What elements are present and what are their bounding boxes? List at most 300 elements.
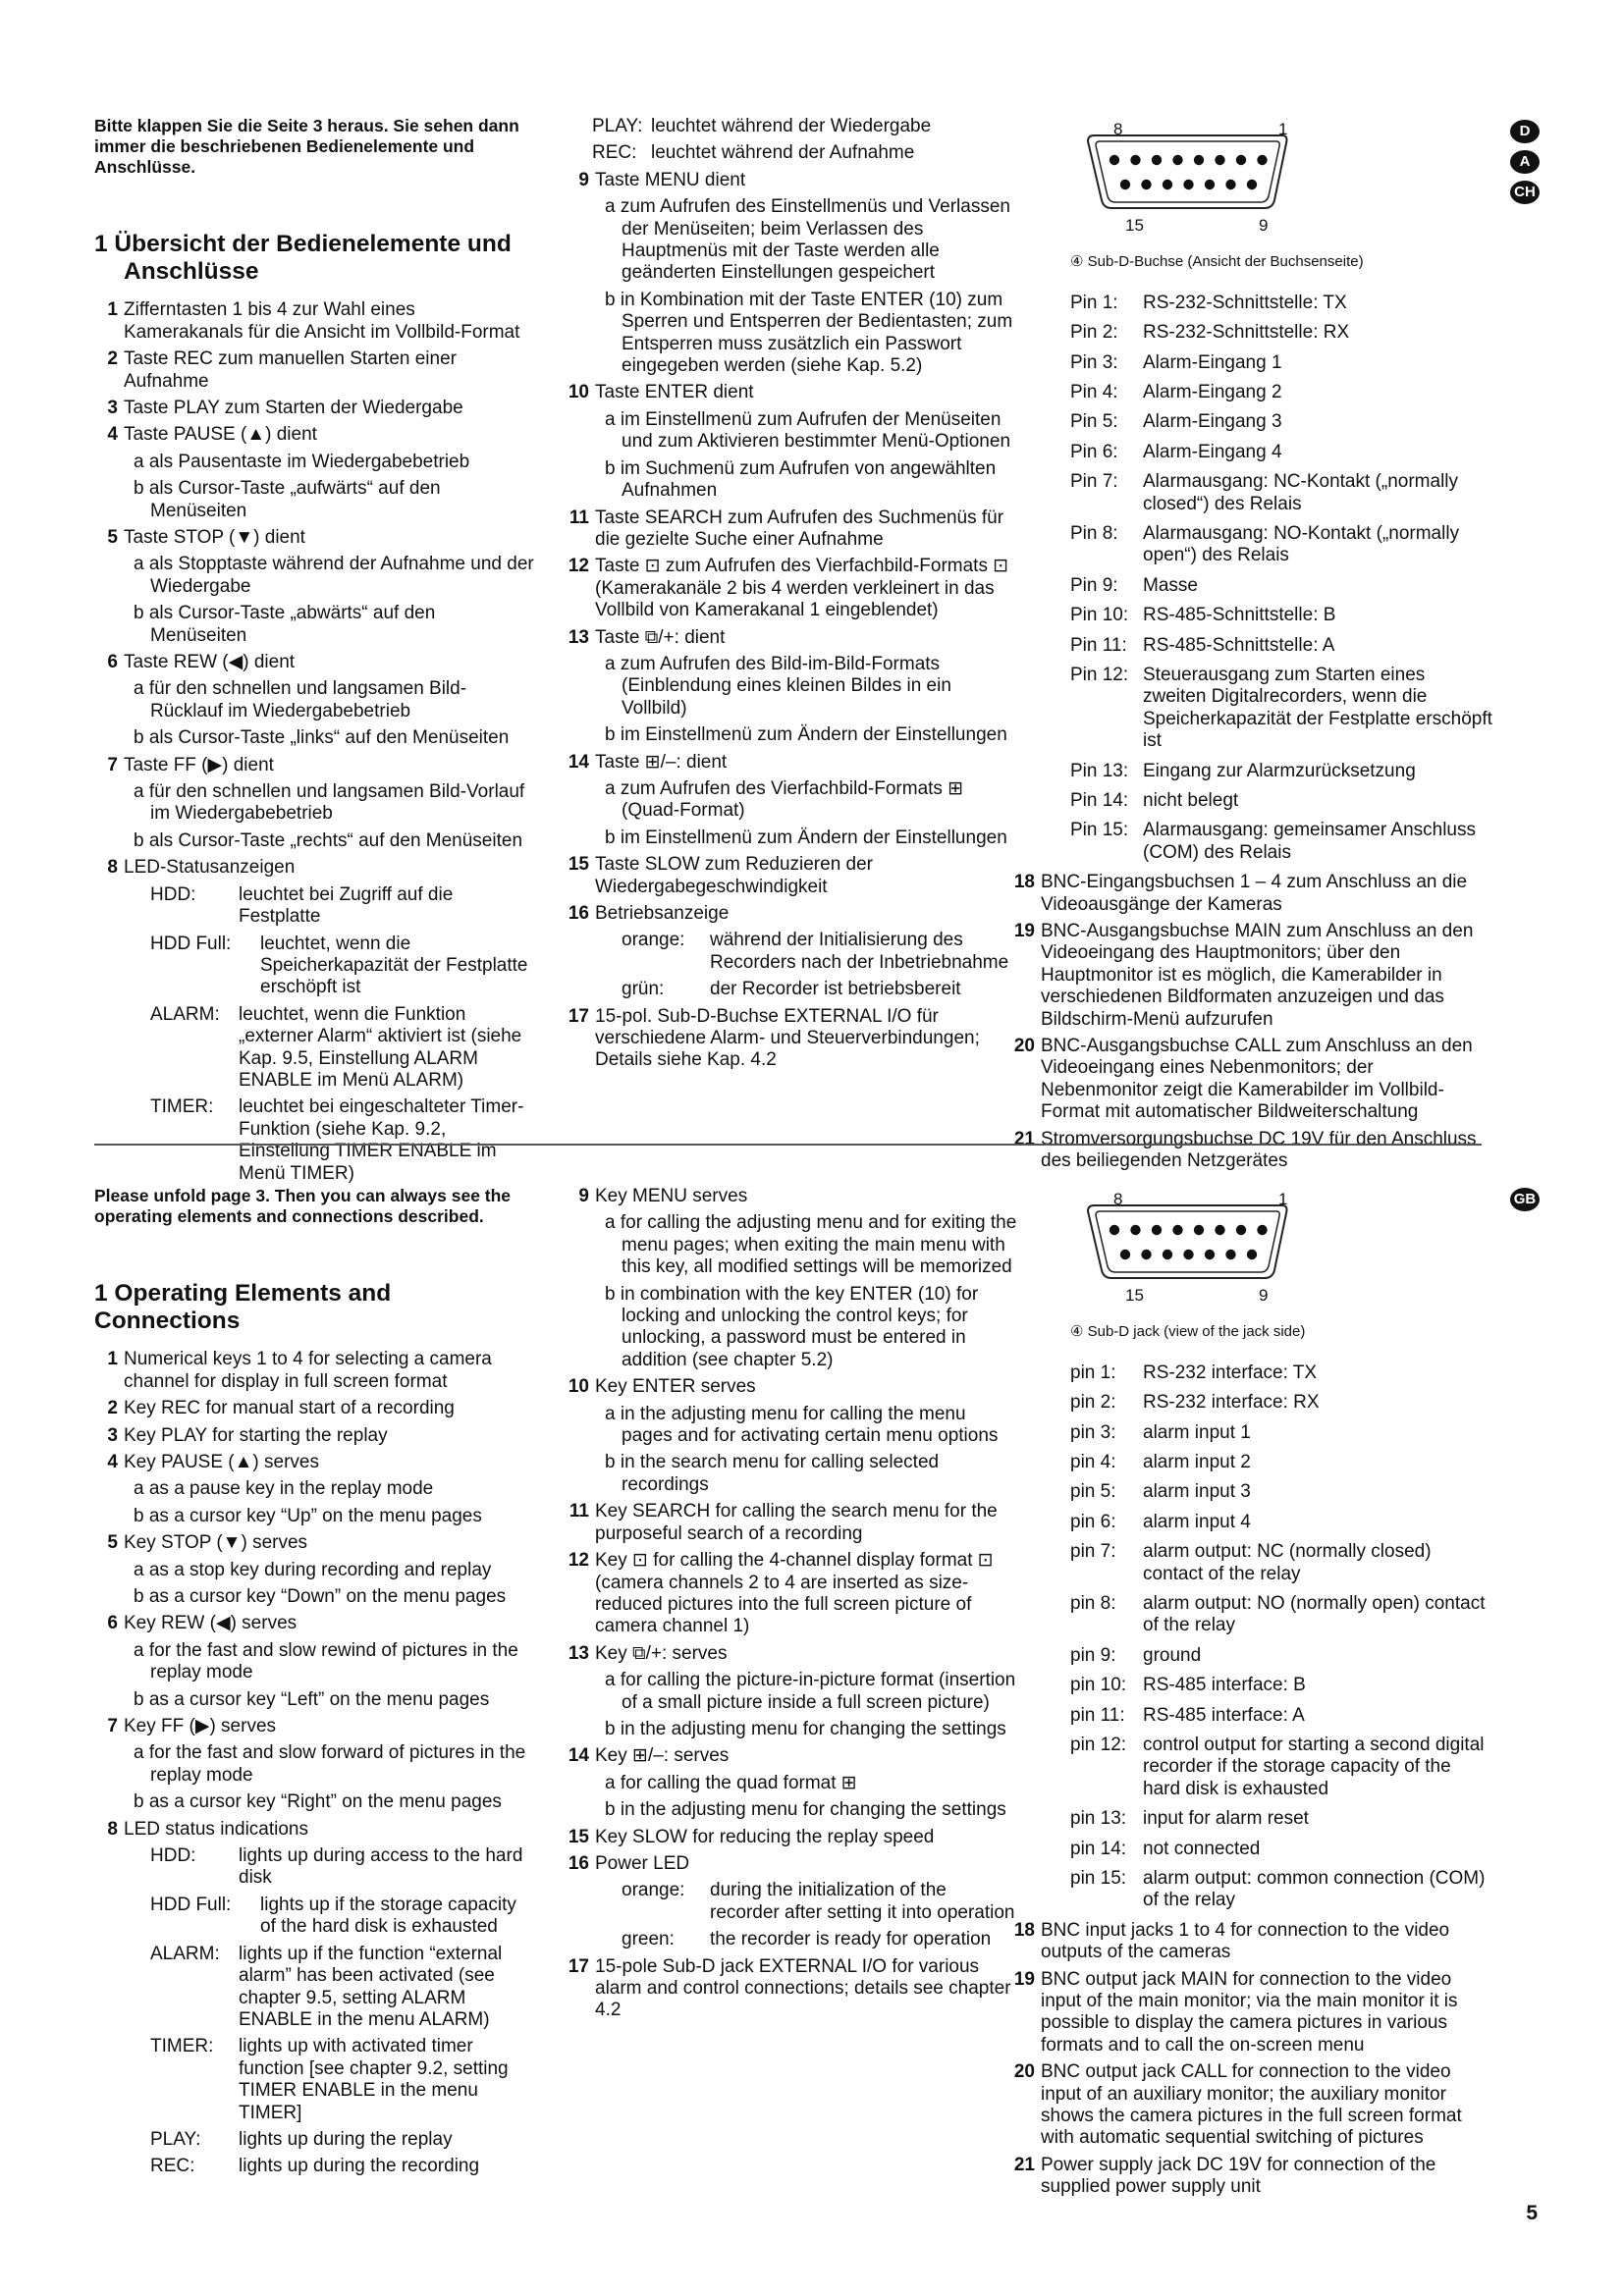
definition-row [94,2036,536,2124]
item-text: Key SEARCH for calling the search menu for the purposeful search of a recording [595,1501,998,1544]
item-number: 7 [107,754,118,775]
item-text: BNC-Ausgangsbuchse MAIN zum Anschluss an den Videoeingang des Hauptmonitors; über den Hauptmonitor ist es möglich, die Kamerabilder in verschiedenen Bildformaten anzuzeigen und das Bildschirm-Menü aufzurufen [1041,921,1474,1030]
definition-value: lights up during the replay [239,2128,453,2150]
sub-item: a for calling the quad format ⊞ [605,1772,857,1793]
pin-description: input for alarm reset [1143,1808,1309,1830]
en-col3-list [1011,1920,1492,2199]
pin-row [1041,1808,1492,1830]
pin-description: alarm input 3 [1143,1481,1251,1503]
item-number: 9 [578,169,589,190]
list-item [1011,921,1492,1031]
item-text: Taste ⊡ zum Aufrufen des Vierfachbild-Formats ⊡ (Kamerakanäle 2 bis 4 werden verkleinert in das Vollbild von Kamerakanal 1 eingeblendet) [595,556,1009,621]
pin-label: pin 8: [1070,1592,1116,1614]
definition-row [566,142,1017,164]
item-number: 11 [568,507,589,528]
definition-row [94,2129,536,2151]
language-badge-ch: CH [1510,181,1540,204]
definition-key: HDD Full: [150,1894,232,1915]
item-number: 13 [568,626,589,648]
pin-description: alarm input 4 [1143,1511,1251,1532]
item-number: 5 [107,527,118,548]
pin-row [1041,575,1492,597]
item-number: 9 [578,1186,589,1206]
list-item [1011,1036,1492,1124]
en-subd-connector [1068,1186,1304,1305]
connector-pin [1120,1250,1130,1259]
sub-item: a als Pausentaste im Wiedergabebetrieb [134,451,470,472]
list-item [566,556,1017,621]
pin-row [1041,1422,1492,1444]
list-item [1011,2155,1492,2199]
definition-key: ALARM: [150,1943,220,1964]
item-number: 21 [1013,1128,1035,1149]
connector-pin [1257,1225,1267,1235]
connector-label-15: 15 [1125,216,1144,235]
item-number: 1 [107,299,118,321]
definition-key: PLAY: [150,2128,201,2150]
de-pin-list [1041,293,1492,865]
sub-item: a zum Aufrufen des Bild-im-Bild-Formats (Einblendung eines kleinen Bildes in ein Vollbild) [605,653,951,719]
item-number: 20 [1013,2061,1035,2083]
item-number: 19 [1013,1968,1035,1990]
sub-item: b in the adjusting menu for changing the settings [605,1718,1006,1739]
item-text: Stromversorgungsbuchse DC 19V für den Anschluss des beiliegenden Netzgerätes [1041,1128,1477,1172]
pin-row [1041,761,1492,782]
pin-label: pin 12: [1070,1734,1127,1755]
list-item [566,1643,1017,1665]
language-badge-d: D [1510,120,1540,143]
connector-label-9: 9 [1259,1286,1269,1305]
sub-item: a im Einstellmenü zum Aufrufen der Menüseiten und zum Aktivieren bestimmter Menü-Optionen [605,408,1011,453]
item-text: BNC output jack CALL for connection to the video input of an auxiliary monitor; the auxiliary monitor shows the camera pictures in the full screen format with automatic sequential switching of pictures [1041,2061,1462,2149]
definition-value: der Recorder ist betriebsbereit [710,979,961,1000]
item-text: Key ⊡ for calling the 4-channel display format ⊡ (camera channels 2 to 4 are inserted as size-reduced pictures into the full screen picture of camera channel 1) [595,1550,994,1637]
list-item [94,527,536,549]
definition-value: leuchtet bei Zugriff auf die Festplatte [239,883,454,928]
item-text: 15-pol. Sub-D-Buchse EXTERNAL I/O für verschiedene Alarm- und Steuerverbindungen; Details siehe Kap. 4.2 [595,1005,980,1071]
item-text: Key FF (▶) serves [124,1716,277,1737]
item-text: BNC input jacks 1 to 4 for connection to the video outputs of the cameras [1041,1919,1450,1963]
definition-key: TIMER: [150,1096,214,1118]
list-item [566,507,1017,552]
item-text: Taste SLOW zum Reduzieren der Wiedergabegeschwindigkeit [595,854,874,897]
connector-pin [1225,180,1235,189]
pin-row [1041,411,1492,433]
list-item [566,1186,1017,1207]
list-item [566,1550,1017,1638]
item-number: 10 [568,382,589,403]
item-text: Key STOP (▼) serves [124,1532,308,1554]
definition-key: HDD Full: [150,933,232,954]
item-text: Key REW (◀) serves [124,1613,298,1634]
sub-item: b im Einstellmenü zum Ändern der Einstellungen [605,827,1007,848]
pin-label: Pin 11: [1070,634,1127,656]
pin-label: Pin 15: [1070,820,1129,841]
item-number: 2 [107,1398,118,1419]
pin-label: pin 14: [1070,1838,1127,1859]
list-item [566,1853,1017,1875]
pin-label: pin 15: [1070,1868,1127,1889]
list-item [1011,1129,1492,1173]
definition-key: orange: [622,930,685,951]
pin-label: Pin 10: [1070,605,1129,626]
definition-row [566,116,1017,137]
list-item [94,1819,536,1841]
pin-label: Pin 8: [1070,522,1118,544]
language-badge-a: A [1510,150,1540,174]
definition-value: lights up if the storage capacity of the hard disk is exhausted [260,1894,516,1938]
pin-label: Pin 4: [1070,381,1118,402]
pin-row [1041,293,1492,314]
definition-row [94,1944,536,2032]
sub-item: b in combination with the key ENTER (10) for locking and unlocking the control keys; for unlocking, a password must be entered in addition (see chapter 5.2) [605,1283,979,1370]
definition-key: ALARM: [150,1003,220,1025]
pin-row [1041,1868,1492,1912]
list-item [566,1501,1017,1545]
item-text: Taste ⊞/–: dient [595,751,728,773]
pin-description: alarm output: common connection (COM) of the relay [1143,1868,1486,1911]
pin-description: RS-485 interface: A [1143,1704,1305,1726]
pin-description: nicht belegt [1143,790,1239,811]
list-item [94,652,536,673]
item-number: 17 [568,1955,589,1977]
item-number: 3 [107,397,118,418]
item-number: 3 [107,1424,118,1446]
pin-description: alarm input 2 [1143,1451,1251,1472]
definition-value: leuchtet, wenn die Speicherkapazität der Festplatte erschöpft ist [260,933,528,998]
pin-description: alarm input 1 [1143,1421,1251,1443]
sub-item: b im Suchmenü zum Aufrufen von angewählten Aufnahmen [605,457,997,502]
definition-value: während der Initialisierung des Recorders nach der Inbetriebnahme [710,930,1009,973]
pin-label: pin 10: [1070,1675,1127,1696]
pin-label: Pin 1: [1070,292,1118,313]
list-item [94,1349,536,1393]
item-text: Zifferntasten 1 bis 4 zur Wahl eines Kamerakanals für die Ansicht im Vollbild-Format [124,299,520,343]
item-number: 15 [568,1826,589,1847]
connector-pin [1172,1225,1182,1235]
item-number: 1 [107,1349,118,1370]
pin-description: not connected [1143,1838,1261,1859]
pin-row [1041,635,1492,657]
subd-connector-icon [1068,1186,1304,1296]
pin-label: pin 13: [1070,1808,1127,1830]
pin-label: Pin 14: [1070,790,1129,811]
definition-value: during the initialization of the recorder after setting it into operation [710,1880,1015,1923]
connector-pin [1205,1250,1215,1259]
item-number: 11 [568,1501,589,1522]
sub-item: a for calling the picture-in-picture format (insertion of a small picture inside a full screen picture) [605,1670,1016,1713]
pin-label: pin 2: [1070,1392,1116,1414]
item-text: LED-Statusanzeigen [124,857,296,879]
pin-description: Alarmausgang: NO-Kontakt („normally open“) des Relais [1143,522,1460,566]
item-number: 21 [1013,2154,1035,2175]
item-text: Taste MENU dient [595,169,746,190]
connector-outline [1088,135,1287,208]
list-item [94,398,536,419]
definition-value: lights up if the function “external alarm” has been activated (see chapter 9.5, setting ALARM ENABLE in the menu ALARM) [239,1943,503,2030]
definition-row [94,1845,536,1890]
sub-item: a in the adjusting menu for calling the menu pages and for activating certain menu options [605,1403,999,1447]
pin-row [1041,605,1492,626]
sub-item: a zum Aufrufen des Vierfachbild-Formats ⊞ (Quad-Format) [605,777,964,822]
sub-item: b als Cursor-Taste „links“ auf den Menüseiten [134,727,510,749]
definition-row [566,1880,1017,1924]
item-text: Key ENTER serves [595,1376,756,1398]
en-column-2 [566,1186,1017,2027]
sub-item: a als Stopptaste während der Aufnahme und der Wiedergabe [134,554,534,597]
sub-item: a für den schnellen und langsamen Bild-Vorlauf im Wiedergabebetrieb [134,781,525,825]
item-number: 17 [568,1005,589,1027]
definition-key: HDD: [150,1845,196,1867]
item-number: 12 [568,556,589,577]
item-number: 2 [107,348,118,370]
item-number: 6 [107,652,118,673]
definition-key: REC: [150,2156,195,2177]
pin-description: Alarm-Eingang 3 [1143,411,1282,433]
item-number: 12 [568,1550,589,1572]
item-number: 8 [107,1818,118,1840]
connector-pin [1194,155,1204,165]
pin-label: pin 11: [1070,1704,1125,1726]
list-item [1011,1969,1492,2057]
item-text: Betriebsanzeige [595,903,730,924]
pin-label: pin 7: [1070,1541,1116,1563]
connector-pin [1141,1250,1151,1259]
connector-pin [1183,180,1193,189]
sub-item: a für den schnellen und langsamen Bild-Rücklauf im Wiedergabebetrieb [134,678,467,721]
pin-label: pin 3: [1070,1421,1116,1443]
list-item [94,299,536,344]
pin-description: Masse [1143,574,1198,596]
pin-description: RS-485 interface: B [1143,1675,1306,1696]
pin-description: RS-232 interface: RX [1143,1392,1320,1414]
connector-label-1: 1 [1278,1190,1288,1208]
item-number: 15 [568,854,589,876]
list-item [1011,872,1492,916]
definition-row [94,1004,536,1093]
sub-item: a for calling the adjusting menu and for exiting the menu pages; when exiting the main menu with this key, all modified settings will be memorized [605,1212,1017,1278]
item-text: Key MENU serves [595,1186,748,1206]
pin-description: RS-232-Schnittstelle: RX [1143,322,1350,344]
sub-item: b as a cursor key “Down” on the menu pages [134,1586,507,1607]
sub-item: a zum Aufrufen des Einstellmenüs und Verlassen der Menüseiten; beim Verlassen des Hauptmenüs mit der Taste werden alle geänderten Einstellungen gespeichert [605,196,1010,284]
definition-row [566,1929,1017,1950]
pin-description: alarm output: NC (normally closed) contact of the relay [1143,1541,1432,1584]
sub-item: a as a stop key during recording and replay [134,1559,492,1580]
pin-row [1041,352,1492,374]
list-item [1011,1920,1492,1964]
pin-row [1041,523,1492,567]
de-col2-lead [566,116,1017,165]
definition-row [94,1096,536,1185]
en-intro: Please unfold page 3. Then you can always see the operating elements and connections described. [94,1186,512,1226]
item-text: Taste ENTER dient [595,382,754,403]
pin-label: pin 9: [1070,1644,1116,1666]
item-text: Taste REC zum manuellen Starten einer Aufnahme [124,348,457,392]
pin-row [1041,1512,1492,1533]
connector-pin [1236,155,1246,165]
list-item [94,424,536,446]
sub-item: a as a pause key in the replay mode [134,1478,434,1500]
connector-pin [1247,1250,1257,1259]
item-text: Power LED [595,1852,690,1874]
pin-description: Alarm-Eingang 4 [1143,441,1282,462]
definition-key: HDD: [150,883,196,905]
pin-description: Eingang zur Alarmzurücksetzung [1143,760,1416,781]
item-number: 16 [568,1852,589,1874]
en-col2-list [566,1186,1017,2022]
pin-description: Alarm-Eingang 1 [1143,351,1282,373]
connector-pin [1183,1250,1193,1259]
pin-label: Pin 6: [1070,441,1118,462]
connector-pin [1194,1225,1204,1235]
connector-inner-outline [1096,141,1279,202]
de-col1-list [94,299,536,1185]
list-item [566,1006,1017,1072]
item-number: 4 [107,1451,118,1472]
pin-label: Pin 13: [1070,760,1129,781]
definition-value: leuchtet während der Wiedergabe [651,116,932,136]
pin-row [1041,1839,1492,1860]
pin-row [1041,1675,1492,1696]
pin-label: pin 6: [1070,1511,1116,1532]
list-item [566,382,1017,403]
definition-key: green: [622,1929,675,1950]
list-item [94,857,536,879]
pin-description: control output for starting a second digital recorder if the storage capacity of the hard disk is exhausted [1143,1734,1485,1799]
definition-row [566,930,1017,974]
pin-row [1041,665,1492,753]
connector-label-15: 15 [1125,1286,1144,1305]
pin-description: RS-232-Schnittstelle: TX [1143,292,1347,313]
list-item [566,627,1017,649]
definition-value: leuchtet während der Aufnahme [651,142,915,164]
connector-pin [1247,180,1257,189]
item-text: BNC output jack MAIN for connection to the video input of the main monitor; via the main monitor it is possible to display the camera pictures in various formats and to call the on-screen menu [1041,1968,1458,2056]
pin-label: pin 5: [1070,1481,1116,1503]
item-number: 20 [1013,1036,1035,1057]
de-col2-list [566,170,1017,1072]
definition-key: TIMER: [150,2036,214,2057]
definition-value: the recorder is ready for operation [710,1929,992,1950]
de-col3-list [1011,872,1492,1172]
sub-item: b in the search menu for calling selected recordings [605,1452,940,1495]
de-subd-connector [1068,116,1304,235]
de-column-1 [94,116,536,1190]
item-text: BNC-Ausgangsbuchse CALL zum Anschluss an den Videoeingang eines Nebenmonitors; der Nebenmonitor zeigt die Kamerabilder im Vollbild-Format mit automatischer Bildweiterschaltung [1041,1036,1473,1123]
sub-item: b als Cursor-Taste „abwärts“ auf den Menüseiten [134,603,436,646]
de-column-3 [1013,116,1492,1178]
definition-value: leuchtet, wenn die Funktion „externer Alarm“ aktiviert ist (siehe Kap. 9.5, Einstellung ALARM ENABLE im Menü ALARM) [239,1003,522,1091]
page-number: 5 [1526,2202,1538,2224]
connector-pin [1215,155,1224,165]
pin-label: pin 4: [1070,1451,1116,1472]
pin-row [1041,1645,1492,1667]
list-item [94,1532,536,1554]
item-number: 16 [568,903,589,924]
connector-label-8: 8 [1113,120,1123,138]
list-item [94,1425,536,1447]
item-text: Taste ⧉/+: dient [595,626,726,648]
definition-key: PLAY: [592,116,643,136]
subd-connector-icon [1068,116,1304,226]
sub-item: a for the fast and slow rewind of pictures in the replay mode [134,1639,518,1683]
connector-pin [1236,1225,1246,1235]
item-number: 18 [1013,1919,1035,1941]
list-item [566,1956,1017,2022]
pin-description: RS-232 interface: TX [1143,1362,1318,1383]
list-item [566,1745,1017,1767]
pin-description: RS-485-Schnittstelle: A [1143,634,1335,656]
item-number: 14 [568,751,589,773]
de-intro: Bitte klappen Sie die Seite 3 heraus. Sie sehen dann immer die beschriebenen Bedienelemente und Anschlüsse. [94,116,519,177]
item-text: BNC-Eingangsbuchsen 1 – 4 zum Anschluss an die Videoausgänge der Kameras [1041,872,1468,915]
item-text: Taste PLAY zum Starten der Wiedergabe [124,397,463,418]
connector-pin [1257,155,1267,165]
definition-key: REC: [592,142,637,164]
connector-pin [1163,180,1172,189]
pin-description: Alarmausgang: NC-Kontakt („normally closed“) des Relais [1143,471,1459,514]
list-item [94,1716,536,1737]
connector-pin [1110,1225,1119,1235]
pin-description: Steuerausgang zum Starten eines zweiten Digitalrecorders, wenn die Speicherkapazität der Festplatte erschöpft ist [1143,664,1492,752]
connector-pin [1205,180,1215,189]
item-number: 5 [107,1532,118,1554]
definition-row [94,1895,536,1939]
item-number: 14 [568,1745,589,1767]
definition-value: lights up during the recording [239,2156,480,2177]
definition-row [94,934,536,999]
sub-item: b in Kombination mit der Taste ENTER (10) zum Sperren und Entsperren der Bedientasten; zum Entsperren muss zusätzlich ein Passwort eingegeben werden (siehe Kap. 5.2) [605,289,1013,377]
list-item [566,170,1017,191]
pin-label: Pin 2: [1070,322,1118,344]
pin-description: alarm output: NO (normally open) contact of the relay [1143,1592,1486,1636]
list-item [94,755,536,776]
item-number: 13 [568,1642,589,1664]
en-section-heading: 1 Operating Elements and Connections [94,1280,392,1335]
item-text: Taste SEARCH zum Aufrufen des Suchmenüs für die gezielte Suche einer Aufnahme [595,507,1004,550]
de-section-heading: 1 Übersicht der Bedienelemente und Anschlüsse [94,231,512,286]
item-text: Numerical keys 1 to 4 for selecting a camera channel for display in full screen format [124,1349,492,1392]
sub-item: b als Cursor-Taste „rechts“ auf den Menüseiten [134,829,523,851]
connector-pin [1120,180,1130,189]
item-number: 4 [107,424,118,446]
definition-row [94,884,536,929]
connector-pin [1152,1225,1162,1235]
pin-row [1041,1705,1492,1727]
item-text: LED status indications [124,1818,308,1840]
definition-row [566,979,1017,1000]
item-text: Taste FF (▶) dient [124,754,274,775]
definition-key: orange: [622,1880,685,1901]
definition-value: lights up during access to the hard disk [239,1845,523,1889]
connector-pin [1163,1250,1172,1259]
pin-row [1041,1593,1492,1637]
item-text: Taste STOP (▼) dient [124,527,305,548]
connector-pin [1130,155,1140,165]
list-item [566,1827,1017,1848]
language-badge-gb: GB [1510,1188,1540,1211]
sub-item: b as a cursor key “Left” on the menu pages [134,1688,490,1710]
sub-item: b as a cursor key “Right” on the menu pages [134,1791,502,1813]
list-item [94,1398,536,1419]
list-item [1011,2061,1492,2150]
item-text: 15-pole Sub-D jack EXTERNAL I/O for various alarm and control connections; details see chapter 4.2 [595,1955,1011,2021]
pin-row [1041,382,1492,403]
sub-item: b in the adjusting menu for changing the settings [605,1799,1006,1821]
connector-pin [1225,1250,1235,1259]
list-item [566,752,1017,774]
